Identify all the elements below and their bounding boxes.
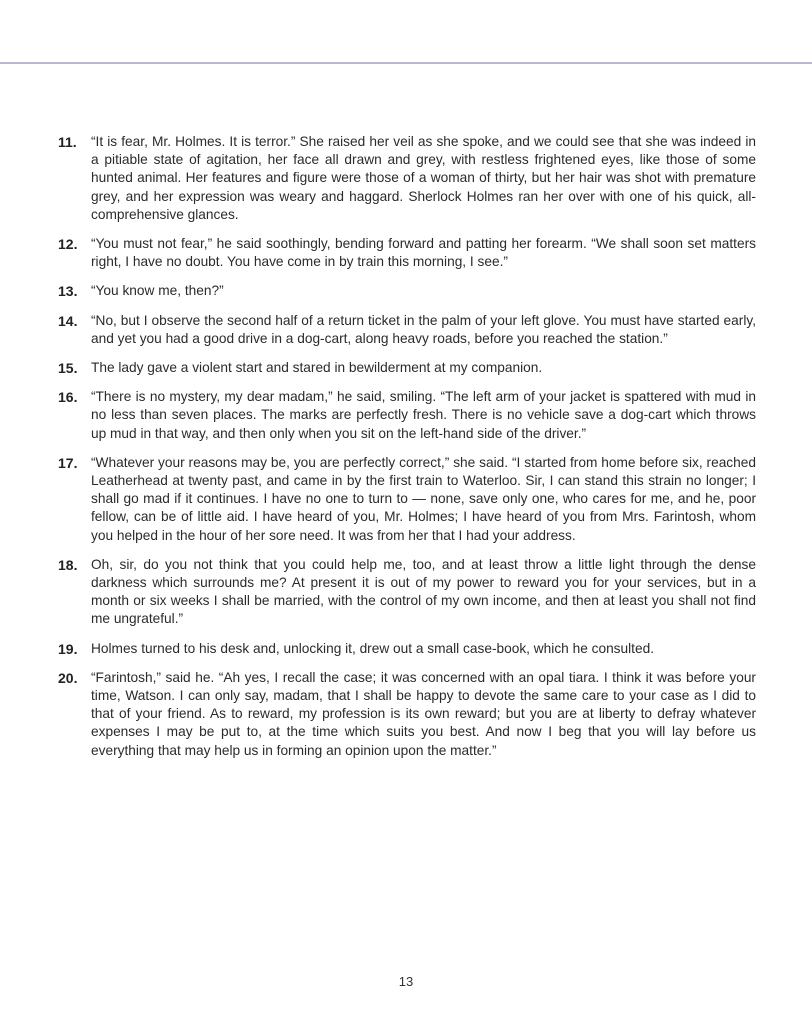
paragraph-number: 13. — [58, 283, 78, 300]
paragraph-text: “Whatever your reasons may be, you are perfectly correct,” she said. “I started from home before six, reached Leatherhead at twenty past, and came in by the first train to Waterloo. Sir, I can stand this strain no longer; I shall go mad if it continues. I have no one to turn to — none, save only one, who cares for me, and he, poor fellow, can be of little aid. I have heard of you, Mr. Holmes; I have heard of you from Mrs. Farintosh, whom you helped in the hour of her sore need. It was from her that I had your address. — [91, 454, 756, 543]
paragraph-text: Holmes turned to his desk and, unlocking it, drew out a small case-book, which he consulted. — [91, 640, 655, 656]
paragraph-number: 18. — [58, 556, 78, 573]
paragraph-number: 20. — [58, 669, 78, 686]
paragraph-number: 11. — [58, 134, 77, 150]
paragraph-20 — [58, 669, 756, 760]
paragraph-15 — [58, 359, 756, 377]
paragraph-text: “You know me, then?” — [91, 283, 224, 299]
paragraph-number: 17. — [58, 454, 78, 471]
paragraph-number: 19. — [58, 640, 78, 657]
paragraph-number: 14. — [58, 312, 78, 329]
paragraph-12 — [58, 235, 756, 271]
paragraph-number: 12. — [58, 236, 78, 253]
paragraph-13 — [58, 282, 756, 300]
paragraph-text: The lady gave a violent start and stared in bewilderment at my companion. — [91, 360, 543, 376]
paragraph-16 — [58, 388, 756, 443]
paragraph-text: “It is fear, Mr. Holmes. It is terror.” She raised her veil as she spoke, and we could see that she was indeed in a pitiable state of agitation, her face all drawn and grey, with restless frightened eyes, like those of some hunted animal. Her features and figure were those of a woman of thirty, but her hair was shot with premature grey, and her expression was weary and haggard. Sherlock Holmes ran her over with one of his quick, all-comprehensive glances. — [91, 134, 756, 222]
paragraph-14 — [58, 312, 756, 348]
paragraph-18 — [58, 556, 756, 629]
header-rule — [0, 62, 812, 64]
paragraph-text: “You must not fear,” he said soothingly, bending forward and patting her forearm. “We shall soon set matters right, I have no doubt. You have come in by train this morning, I see.” — [91, 236, 756, 270]
paragraph-17 — [58, 454, 756, 545]
page-number: 13 — [398, 974, 414, 989]
paragraph-text: “No, but I observe the second half of a return ticket in the palm of your left glove. You must have started early, and yet you had a good drive in a dog-cart, along heavy roads, before you reached the station.” — [91, 312, 756, 346]
paragraph-text: Oh, sir, do you not think that you could help me, too, and at least throw a little light through the dense darkness which surrounds me? At present it is out of my power to reward you for your services, but in a month or six weeks I shall be married, with the control of my own income, and then at least you shall not find me ungrateful.” — [91, 556, 756, 627]
page-body — [58, 133, 756, 771]
paragraph-text: “Farintosh,” said he. “Ah yes, I recall the case; it was concerned with an opal tiara. I think it was before your time, Watson. I can only say, madam, that I shall be happy to devote the same care to your case as I did to that of your friend. As to reward, my profession is its own reward; but you are at liberty to defray whatever expenses I may be put to, at the time which suits you best. And now I beg that you will lay before us everything that may help us in forming an opinion upon the matter.” — [91, 669, 756, 758]
paragraph-number: 16. — [58, 389, 78, 406]
paragraph-11 — [58, 133, 756, 224]
paragraph-text: “There is no mystery, my dear madam,” he said, smiling. “The left arm of your jacket is spattered with mud in no less than seven places. The marks are perfectly fresh. There is no vehicle save a dog-cart which throws up mud in that way, and then only when you sit on the left-hand side of the driver.” — [91, 389, 756, 441]
paragraph-number: 15. — [58, 360, 78, 377]
paragraph-19 — [58, 640, 756, 658]
